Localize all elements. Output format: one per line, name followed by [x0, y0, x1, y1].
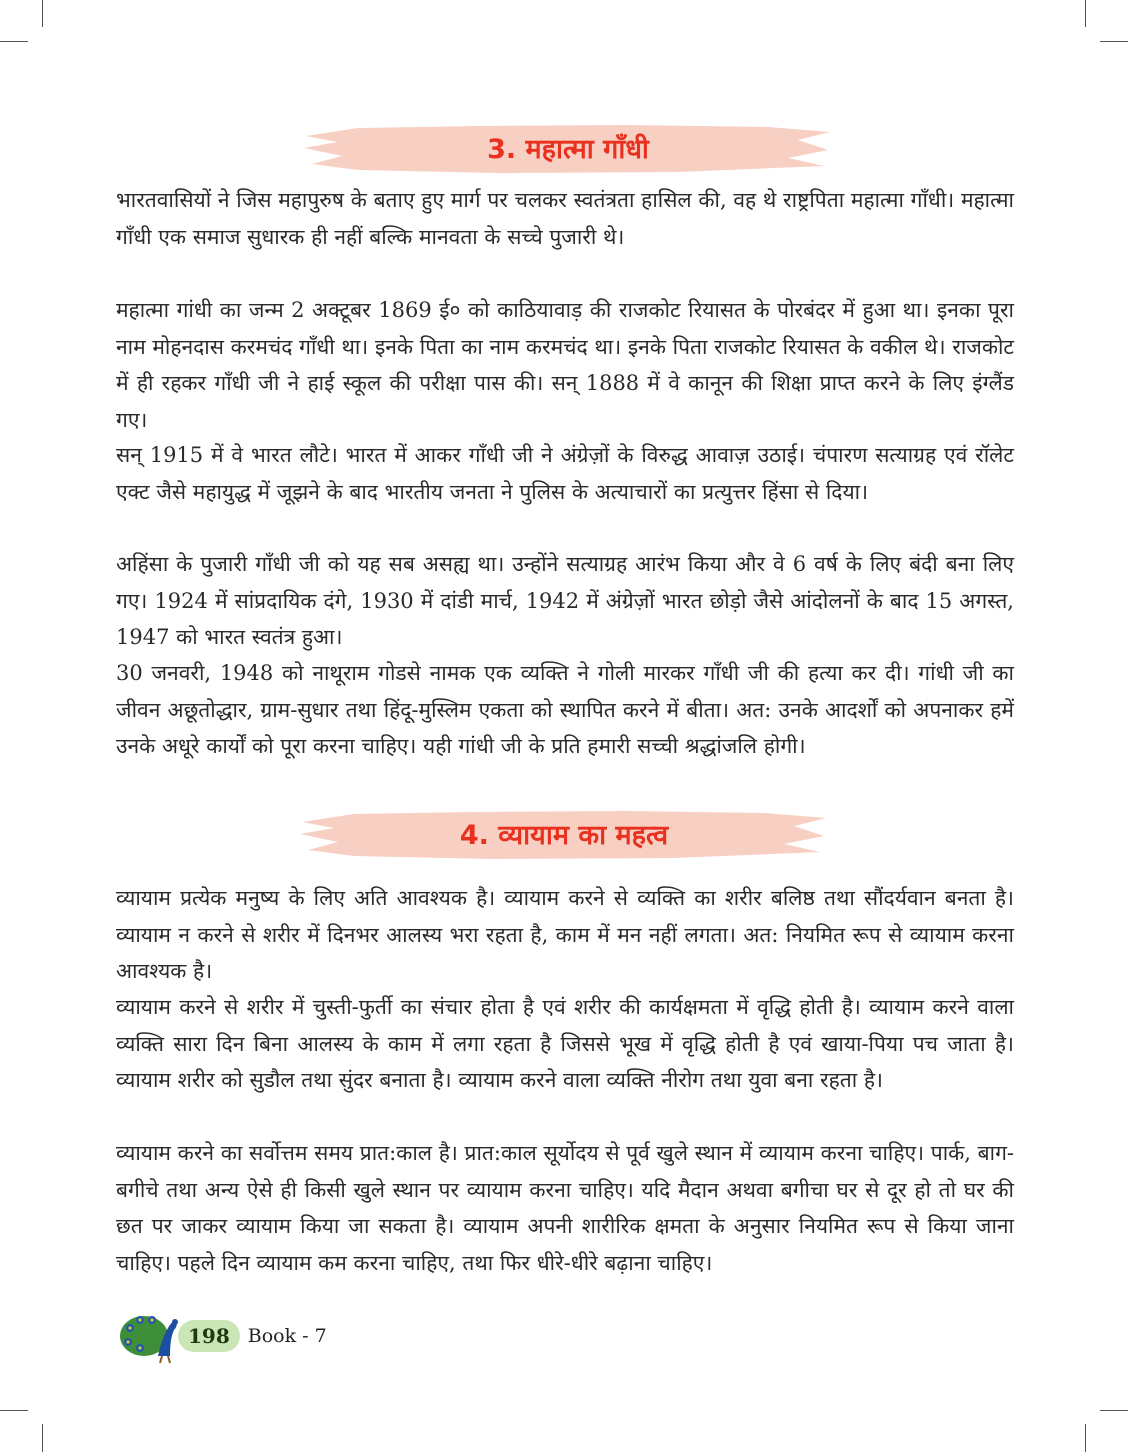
section1-paragraph-2: महात्मा गांधी का जन्म 2 अक्टूबर 1869 ई० को काठियावाड़ की राजकोट रियासत के पोरबंदर में हुआ था। इनका पूरा नाम मोहनदास करमचंद गाँधी था। इनके पिता का नाम करमचंद था। इनके पिता राजकोट रियासत के वकील थे। राजकोट में ही रहकर गाँधी जी ने हाई स्कूल की परीक्षा पास की। सन् 1888 में वे कानून की शिक्षा प्राप्त करने के लिए इंग्लैंड गए।: [116, 298, 1014, 432]
crop-mark: [0, 41, 28, 42]
section2-paragraph-2: व्यायाम करने से शरीर में चुस्ती-फुर्ती का संचार होता है एवं शरीर की कार्यक्षमता में वृद्धि होती है। व्यायाम करने वाला व्यक्ति सारा दिन बिना आलस्य के काम में लगा रहता है जिससे भूख में वृद्धि होती है एवं खाया-पिया पच जाता है। व्यायाम शरीर को सुडौल तथा सुंदर बनाता है। व्यायाम करने वाला व्यक्ति नीरोग तथा युवा बना रहता है।: [116, 995, 1014, 1093]
crop-mark: [42, 0, 43, 27]
book-label: Book - 7: [247, 1325, 327, 1347]
section2-paragraph-3: व्यायाम करने का सर्वोत्तम समय प्रात:काल है। प्रात:काल सूर्योदय से पूर्व खुले स्थान में व्यायाम करना चाहिए। पार्क, बाग-बगीचे तथा अन्य ऐसे ही किसी खुले स्थान पर व्यायाम करना चाहिए। यदि मैदान अथवा बगीचा घर से दूर हो तो घर की छत पर जाकर व्यायाम किया जा सकता है। व्यायाम अपनी शारीरिक क्षमता के अनुसार नियमित रूप से किया जाना चाहिए। पहले दिन व्यायाम कम करना चाहिए, तथा फिर धीरे-धीरे बढ़ाना चाहिए।: [116, 1141, 1014, 1275]
section1-paragraph-4: अहिंसा के पुजारी गाँधी जी को यह सब असह्य था। उन्होंने सत्याग्रह आरंभ किया और वे 6 वर्ष के लिए बंदी बना लिए गए। 1924 में सांप्रदायिक दंगे, 1930 में दांडी मार्च, 1942 में अंग्रेज़ों भारत छोड़ो जैसे आंदोलनों के बाद 15 अगस्त, 1947 को भारत स्वतंत्र हुआ।: [116, 552, 1014, 650]
crop-mark: [1100, 41, 1128, 42]
page-number: 198: [178, 1320, 240, 1352]
crop-mark: [0, 1410, 28, 1411]
section2-heading-band: [294, 804, 834, 862]
crop-mark: [1085, 0, 1086, 27]
crop-mark: [1085, 1424, 1086, 1452]
page-footer: [118, 1308, 327, 1364]
section1-heading: 3. महात्मा गाँधी: [487, 133, 649, 165]
crop-mark: [1100, 1410, 1128, 1411]
section1-heading-band: [298, 118, 838, 176]
section1-paragraph-1: भारतवासियों ने जिस महापुरुष के बताए हुए मार्ग पर चलकर स्वतंत्रता हासिल की, वह थे राष्ट्रपिता महात्मा गाँधी। महात्मा गाँधी एक समाज सुधारक ही नहीं बल्कि मानवता के सच्चे पुजारी थे।: [116, 188, 1014, 249]
crop-mark: [42, 1424, 43, 1452]
section2-heading: 4. व्यायाम का महत्व: [459, 819, 669, 851]
section2-paragraph-1: व्यायाम प्रत्येक मनुष्य के लिए अति आवश्यक है। व्यायाम करने से व्यक्ति का शरीर बलिष्ठ तथा सौंदर्यवान बनता है। व्यायाम न करने से शरीर में दिनभर आलस्य भरा रहता है, काम में मन नहीं लगता। अत: नियमित रूप से व्यायाम करना आवश्यक है।: [116, 886, 1014, 984]
section1-paragraph-5: 30 जनवरी, 1948 को नाथूराम गोडसे नामक एक व्यक्ति ने गोली मारकर गाँधी जी की हत्या कर दी। गांधी जी का जीवन अछूतोद्धार, ग्राम-सुधार तथा हिंदू-मुस्लिम एकता को स्थापित करने में बीता। अत: उनके आदर्शों को अपनाकर हमें उनके अधूरे कार्यों को पूरा करना चाहिए। यही गांधी जी के प्रति हमारी सच्ची श्रद्धांजलि होगी।: [116, 661, 1014, 759]
section1-paragraph-3: सन् 1915 में वे भारत लौटे। भारत में आकर गाँधी जी ने अंग्रेज़ों के विरुद्ध आवाज़ उठाई। चंपारण सत्याग्रह एवं रॉलेट एक्ट जैसे महायुद्ध में जूझने के बाद भारतीय जनता ने पुलिस के अत्याचारों का प्रत्युत्तर हिंसा से दिया।: [116, 443, 1014, 504]
peacock-icon: [118, 1308, 182, 1364]
